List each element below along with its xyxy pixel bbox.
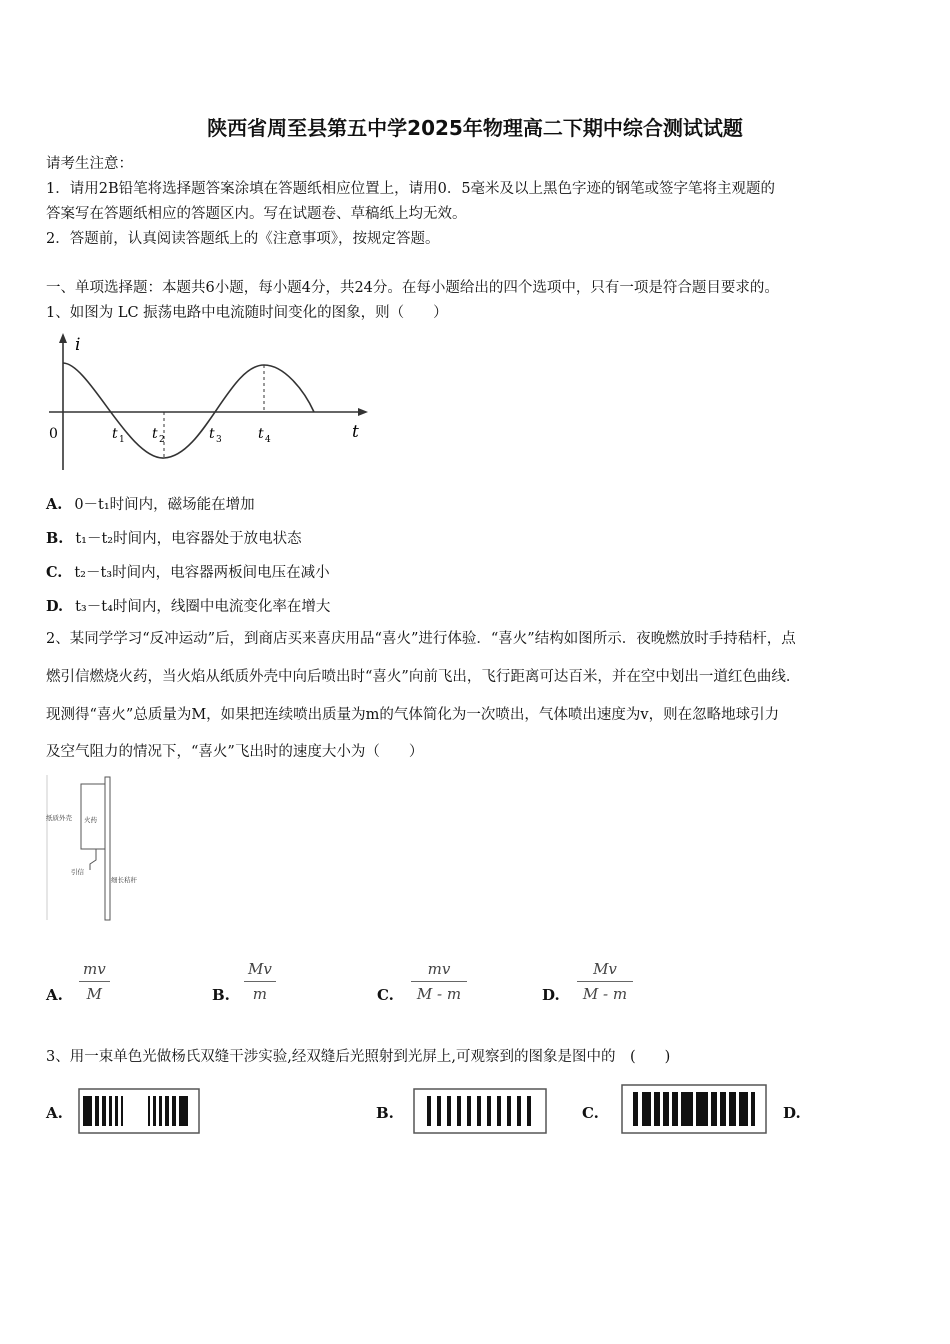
firework-structure-figure: [44, 772, 154, 922]
tick-t2-sub: 2: [159, 435, 165, 445]
q1-option-a: A. 0－t₁时间内，磁场能在增加: [46, 496, 255, 513]
page-title: 陕西省周至县第五中学2025年物理高二下期中综合测试试题: [207, 116, 743, 140]
tick-t3-sub: 3: [216, 435, 222, 445]
x-axis-label: t: [352, 422, 359, 442]
q2-stem-line-3: 现测得“喜火”总质量为M，如果把连续喷出质量为m的气体简化为一次喷出，气体喷出速度为v，则在忽略地球引力: [46, 707, 780, 723]
tick-t4: t: [258, 426, 264, 442]
notice-item-1-line-2: 答案写在答题纸相应的答题区内。写在试题卷、草稿纸上均无效。: [46, 206, 467, 222]
origin-label: 0: [49, 426, 58, 442]
q3-stem: 3、用一束单色光做杨氏双缝干涉实验,经双缝后光照射到光屏上,可观察到的图象是图中的 ( ): [46, 1049, 671, 1065]
q3-option-c-pattern: [621, 1084, 767, 1134]
label-fuse: 引信: [71, 868, 84, 876]
label-powder: 火药: [84, 816, 97, 824]
label-stick: 细长秸秆: [111, 876, 137, 884]
q3-option-b-label: B.: [376, 1104, 394, 1122]
notice-heading: 请考生注意：: [46, 156, 133, 172]
notice-item-2: 2．答题前，认真阅读答题纸上的《注意事项》，按规定答题。: [46, 231, 440, 247]
lc-current-graph: [44, 330, 374, 478]
label-shell: 纸质外壳: [46, 814, 72, 822]
q1-option-d: D. t₃－t₄时间内，线圈中电流变化率在增大: [46, 598, 331, 615]
q2-stem-line-2: 燃引信燃烧火药，当火焰从纸质外壳中向后喷出时“喜火”向前飞出，飞行距离可达百米，并在空中划出一道红色曲线．: [46, 669, 801, 685]
q3-option-a-pattern: [78, 1088, 200, 1134]
q3-option-b-pattern: [413, 1088, 547, 1134]
current-curve: [63, 363, 314, 458]
q1-stem: 1、如图为 LC 振荡电路中电流随时间变化的图象，则（ ）: [46, 305, 448, 321]
q3-option-a-label: A.: [46, 1104, 63, 1122]
q2-stem-line-4: 及空气阻力的情况下，“喜火”飞出时的速度大小为（ ）: [46, 744, 424, 760]
tick-t2: t: [152, 426, 158, 442]
tick-t4-sub: 4: [265, 435, 271, 445]
q2-stem-line-1: 2、某同学学习“反冲运动”后，到商店买来喜庆用品“喜火”进行体验．“喜火”结构如图所示．夜晚燃放时手持秸杆，点: [46, 631, 796, 647]
notice-item-1-line-1: 1．请用2B铅笔将选择题答案涂填在答题纸相应位置上，请用0．5毫米及以上黑色字迹的钢笔或签字笔将主观题的: [46, 181, 776, 197]
tick-t1: t: [112, 426, 118, 442]
q1-option-c: C. t₂－t₃时间内，电容器两板间电压在减小: [46, 564, 330, 581]
q3-option-c-label: C.: [582, 1104, 599, 1122]
section-1-heading: 一、单项选择题：本题共6小题，每小题4分，共24分。在每小题给出的四个选项中，只有一项是符合题目要求的。: [46, 280, 779, 296]
q1-option-b: B. t₁－t₂时间内，电容器处于放电状态: [46, 530, 302, 547]
q3-option-d-label: D.: [783, 1104, 801, 1122]
y-axis-label: i: [75, 335, 81, 355]
tick-t1-sub: 1: [119, 435, 125, 445]
tick-t3: t: [209, 426, 215, 442]
